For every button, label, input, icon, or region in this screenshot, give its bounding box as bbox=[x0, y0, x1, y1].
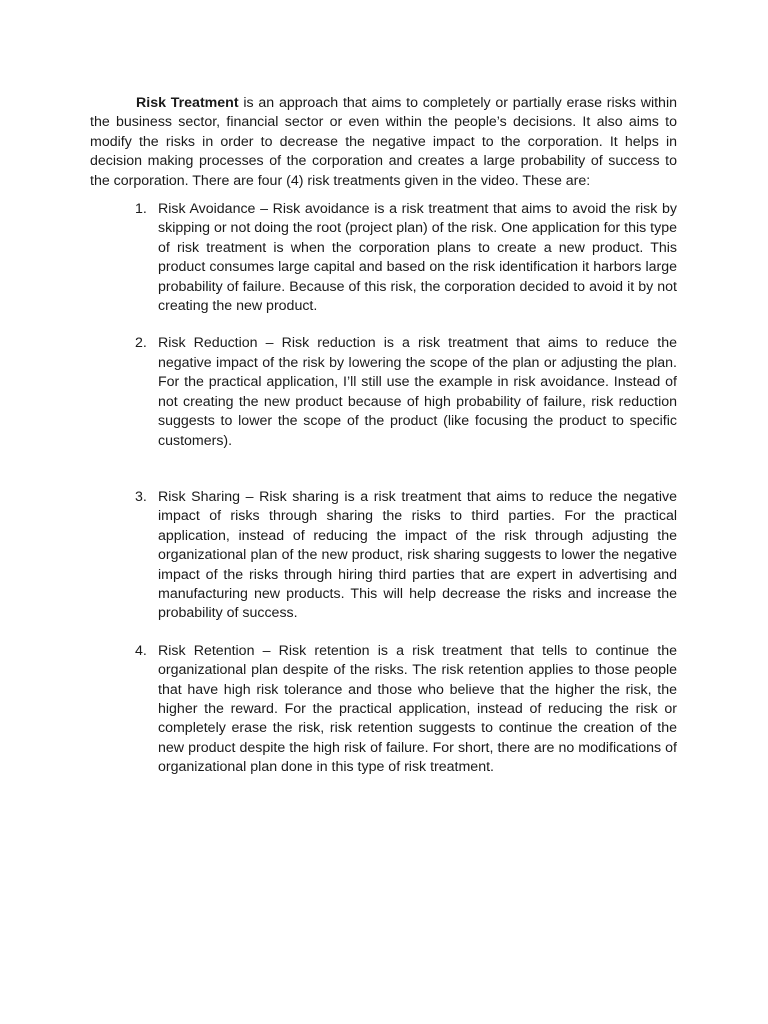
list-item-text: Risk Sharing – Risk sharing is a risk treatment that aims to reduce the negative impact of risks through sharing the risks to third parties. For the practical application, instead of reducing the impact of the risk through adjusting the organizational plan of the new product, risk sharing suggests to lower the negative impact of the risks through hiring third parties that are expert in advertising and manufacturing new products. This will help decrease the risks and increase the probability of success. bbox=[158, 488, 677, 622]
list-item-text: Risk Retention – Risk retention is a risk treatment that tells to continue the organizational plan despite of the risks. The risk retention applies to those people that have high risk tolerance and those who believe that the higher the risk, the higher the reward. For the practical application, instead of reducing the risk or completely erase the risk, risk retention suggests to continue the creation of the new product despite the high risk of failure. For short, there are no modifications of organizational plan done in this type of risk treatment. bbox=[158, 642, 677, 776]
list-item bbox=[90, 200, 677, 316]
list-item-text: Risk Reduction – Risk reduction is a risk treatment that aims to reduce the negative impact of the risk by lowering the scope of the plan or adjusting the plan. For the practical application, I’ll still use the example in risk avoidance. Instead of not creating the new product because of high probability of failure, risk reduction suggests to lower the scope of the product (like focusing the product to specific customers). bbox=[158, 335, 677, 449]
intro-paragraph bbox=[90, 94, 677, 191]
list-item-number: 4. bbox=[135, 642, 147, 659]
list-item bbox=[90, 334, 677, 450]
intro-term: Risk Treatment bbox=[136, 95, 239, 111]
list-item bbox=[90, 642, 677, 778]
intro-text: is an approach that aims to completely or partially erase risks within the business sector, financial sector or even within the people’s decisions. It also aims to modify the risks in order to decrease the negative impact to the corporation. It helps in decision making processes of the corporation and creates a large probability of success to the corporation. There are four (4) risk treatments given in the video. These are: bbox=[90, 95, 677, 189]
list-item bbox=[90, 488, 677, 624]
risk-treatment-list bbox=[90, 200, 677, 778]
list-item-text: Risk Avoidance – Risk avoidance is a risk treatment that aims to avoid the risk by skipping or not doing the root (project plan) of the risk. One application for this type of risk treatment is when the corporation plans to create a new product. This product consumes large capital and based on the risk identification it harbors large probability of failure. Because of this risk, the corporation decided to avoid it by not creating the new product. bbox=[158, 201, 677, 315]
document-page bbox=[90, 94, 677, 778]
list-item-number: 1. bbox=[135, 201, 147, 218]
list-item-number: 3. bbox=[135, 488, 147, 505]
list-item-number: 2. bbox=[135, 335, 147, 352]
